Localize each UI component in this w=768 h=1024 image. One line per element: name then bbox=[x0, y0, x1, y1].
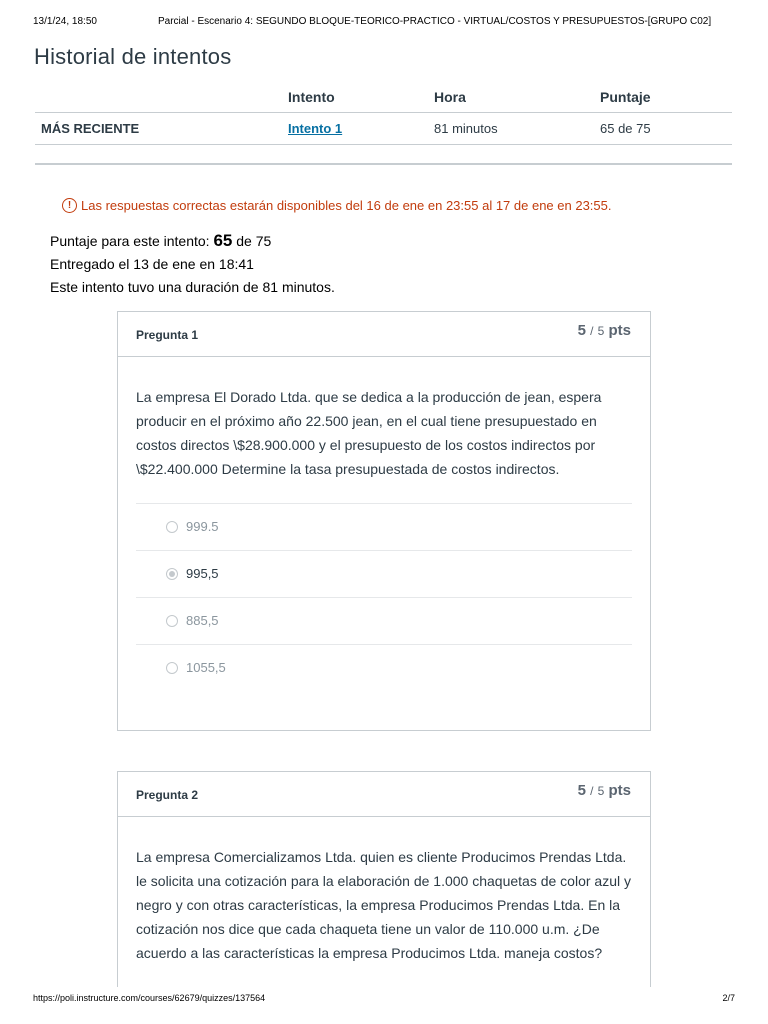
radio-button[interactable] bbox=[166, 615, 178, 627]
print-page-number: 2/7 bbox=[722, 993, 735, 1003]
duration-line: Este intento tuvo una duración de 81 minutos. bbox=[50, 279, 335, 295]
divider bbox=[35, 164, 732, 165]
attempt-link[interactable]: Intento 1 bbox=[288, 121, 343, 136]
answer-label: 995,5 bbox=[186, 566, 219, 581]
attempts-table-header bbox=[35, 82, 732, 113]
print-footer bbox=[33, 993, 735, 1005]
question-header bbox=[118, 772, 650, 817]
radio-button[interactable] bbox=[166, 662, 178, 674]
radio-button[interactable] bbox=[166, 521, 178, 533]
header-time: Hora bbox=[434, 82, 600, 113]
question-body bbox=[118, 357, 650, 691]
warning-message bbox=[62, 198, 612, 213]
question-points bbox=[578, 782, 631, 799]
question-text: La empresa El Dorado Ltda. que se dedica a la producción de jean, espera producir en el próximo año 22.500 jean, en el cual tiene presupuestado en costos directos \$28.900.000 y el presupuesto de los costos indirectos por \$22.400.000 Determine la tasa presupuestada de costos indirectos. bbox=[136, 389, 602, 477]
question-card bbox=[117, 311, 651, 731]
row-score: 65 de 75 bbox=[600, 113, 732, 145]
table-spacer-row bbox=[35, 145, 732, 164]
radio-button[interactable] bbox=[166, 568, 178, 580]
answer-option[interactable] bbox=[136, 550, 632, 597]
points-separator: / bbox=[590, 784, 594, 798]
attempt-summary bbox=[50, 229, 335, 299]
answer-label: 1055,5 bbox=[186, 660, 226, 675]
print-url: https://poli.instructure.com/courses/62679/quizzes/137564 bbox=[33, 993, 266, 1003]
question-text: La empresa Comercializamos Ltda. quien es cliente Producimos Prendas Ltda. le solicita una cotización para la elaboración de 1.000 chaquetas de color azul y negro y con otras características, la empresa Producimos Prendas Ltda. En la cotización nos dice que cada chaqueta tiene un valor de 110.000 u.m. ¿De acuerdo a las características la empresa Producimos Ltda. maneja costos? bbox=[136, 849, 631, 961]
alert-circle-icon: ! bbox=[62, 198, 77, 213]
answer-option[interactable] bbox=[136, 597, 632, 644]
warning-text: Las respuestas correctas estarán disponibles del 16 de ene en 23:55 al 17 de ene en 23:55. bbox=[81, 198, 612, 213]
header-empty bbox=[35, 82, 288, 113]
answer-label: 885,5 bbox=[186, 613, 219, 628]
print-header bbox=[33, 16, 728, 30]
print-datetime: 13/1/24, 18:50 bbox=[33, 16, 97, 27]
points-separator: / bbox=[590, 324, 594, 338]
header-attempt: Intento bbox=[288, 82, 434, 113]
question-card bbox=[117, 771, 651, 987]
points-total: 5 bbox=[597, 324, 605, 338]
question-points bbox=[578, 322, 631, 339]
print-doc-title: Parcial - Escenario 4: SEGUNDO BLOQUE-TEORICO-PRACTICO - VIRTUAL/COSTOS Y PRESUPUESTOS-[GRUPO C02] bbox=[158, 16, 712, 27]
answer-option[interactable] bbox=[136, 644, 632, 691]
question-name: Pregunta 2 bbox=[136, 788, 199, 802]
points-earned: 5 bbox=[577, 322, 586, 339]
question-header bbox=[118, 312, 650, 357]
question-name: Pregunta 1 bbox=[136, 328, 199, 342]
row-label: MÁS RECIENTE bbox=[35, 113, 288, 145]
score-suffix: de 75 bbox=[236, 233, 272, 249]
score-line bbox=[50, 229, 335, 253]
table-row bbox=[35, 113, 732, 145]
score-label: Puntaje para este intento: bbox=[50, 233, 210, 249]
points-total: 5 bbox=[597, 784, 605, 798]
section-title: Historial de intentos bbox=[34, 44, 232, 69]
header-score: Puntaje bbox=[600, 82, 732, 113]
answer-option[interactable] bbox=[136, 503, 632, 550]
points-earned: 5 bbox=[577, 782, 586, 799]
submitted-line: Entregado el 13 de ene en 18:41 bbox=[50, 256, 254, 272]
attempts-table bbox=[35, 82, 732, 164]
points-unit: pts bbox=[608, 782, 631, 799]
row-time: 81 minutos bbox=[434, 113, 600, 145]
score-value: 65 bbox=[213, 231, 233, 250]
points-unit: pts bbox=[608, 322, 631, 339]
answer-label: 999.5 bbox=[186, 519, 219, 534]
answer-list bbox=[136, 503, 632, 691]
question-body bbox=[118, 817, 650, 965]
